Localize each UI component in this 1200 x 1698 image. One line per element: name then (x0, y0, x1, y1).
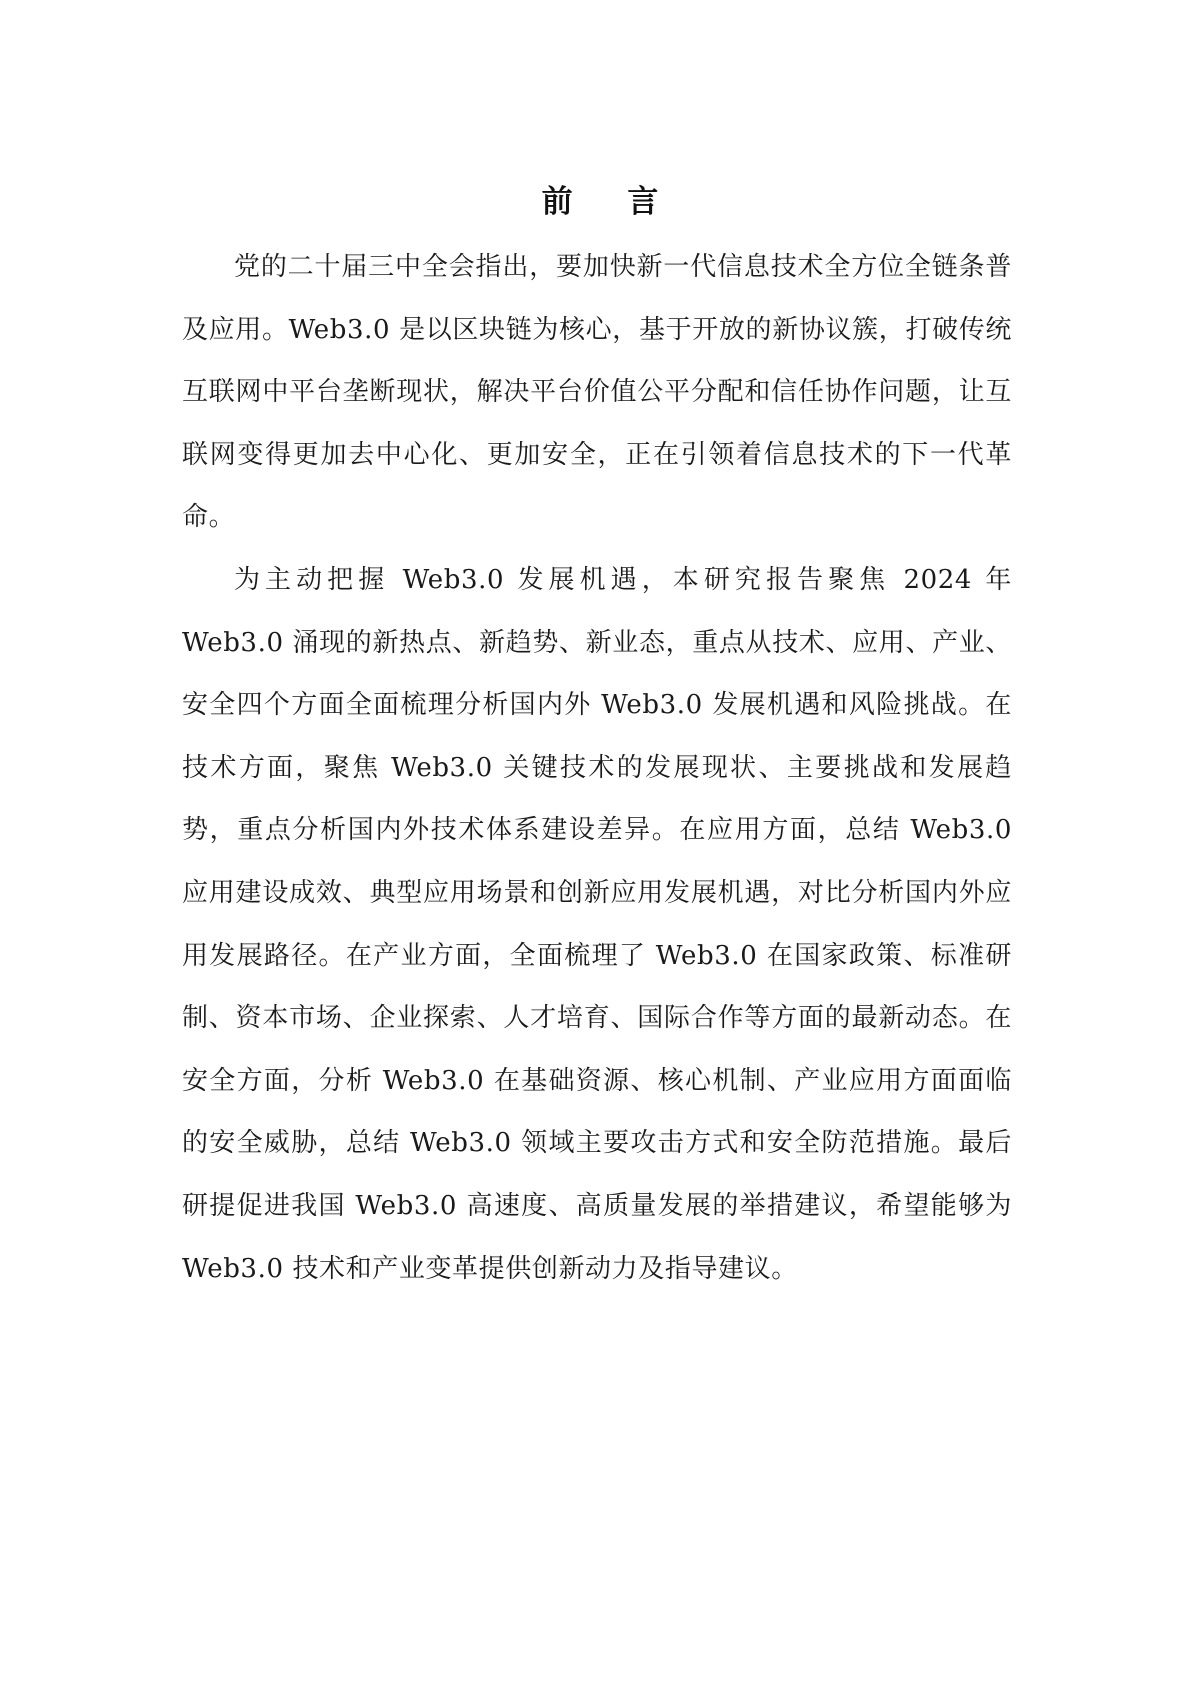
paragraph-1: 党的二十届三中全会指出，要加快新一代信息技术全方位全链条普及应用。Web3.0 是以区块链为核心，基于开放的新协议簇，打破传统互联网中平台垄断现状，解决平台价值公平分配和信任协作问题，让互联网变得更加去中心化、更加安全，正在引领着信息技术的下一代革命。 (182, 252, 1012, 533)
paragraph-2: 为主动把握 Web3.0 发展机遇，本研究报告聚焦 2024 年 Web3.0 涌现的新热点、新趋势、新业态，重点从技术、应用、产业、安全四个方面全面梳理分析国内外 Web3.0 发展机遇和风险挑战。在技术方面，聚焦 Web3.0 关键技术的发展现状、主要挑战和发展趋势，重点分析国内外技术体系建设差异。在应用方面，总结 Web3.0 应用建设成效、典型应用场景和创新应用发展机遇，对比分析国内外应用发展路径。在产业方面，全面梳理了 Web3.0 在国家政策、标准研制、资本市场、企业探索、人才培育、国际合作等方面的最新动态。在安全方面，分析 Web3.0 在基础资源、核心机制、产业应用方面面临的安全威胁，总结 Web3.0 领域主要攻击方式和安全防范措施。最后研提促进我国 Web3.0 高速度、高质量发展的举措建议，希望能够为 Web3.0 技术和产业变革提供创新动力及指导建议。 (182, 564, 1012, 1284)
page-title: 前 言 (541, 184, 681, 220)
body-text (182, 236, 1012, 1300)
